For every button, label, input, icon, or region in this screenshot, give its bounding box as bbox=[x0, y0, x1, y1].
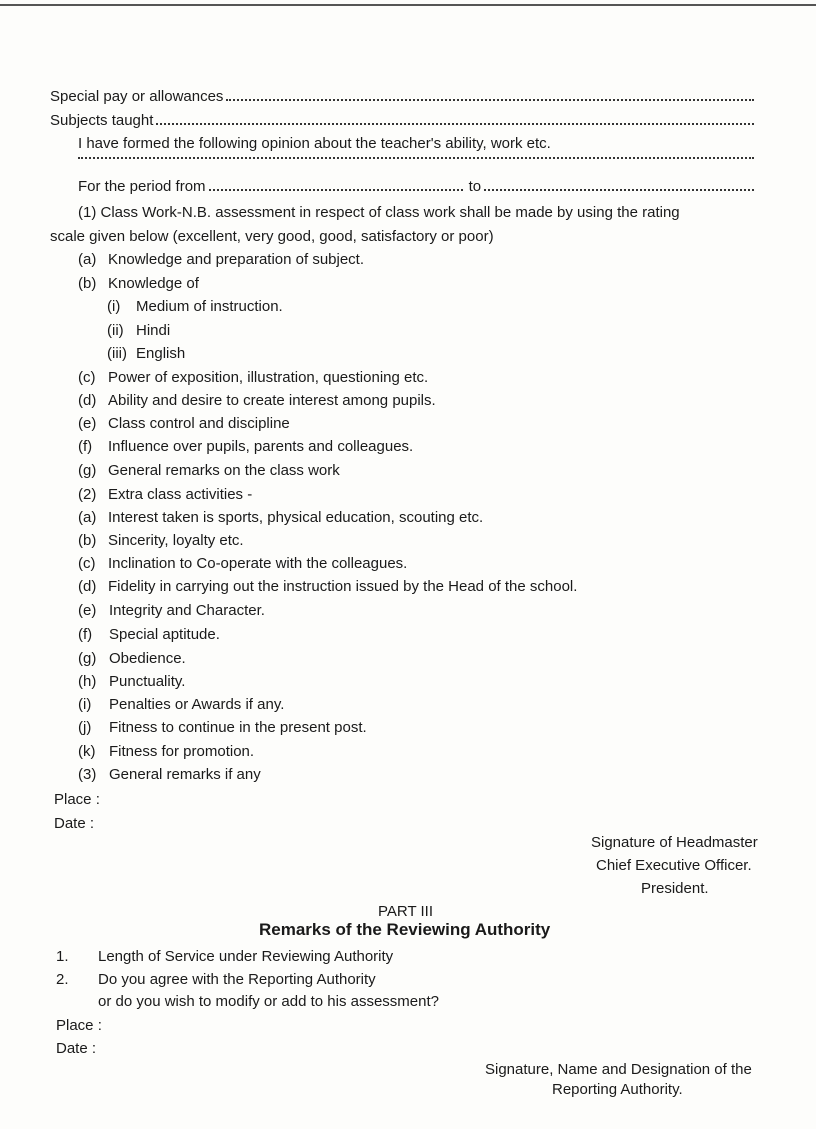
item-number: (d) bbox=[78, 392, 97, 409]
item-number: (b) bbox=[78, 275, 97, 292]
dotted-line bbox=[209, 188, 463, 191]
date-label: Date : bbox=[54, 815, 95, 832]
list-item bbox=[78, 626, 220, 644]
item-text: Fitness for promotion. bbox=[109, 743, 255, 760]
item-text: General remarks if any bbox=[109, 766, 261, 783]
list-item bbox=[78, 369, 428, 387]
item-number: (b) bbox=[78, 532, 97, 549]
item-text: Integrity and Character. bbox=[109, 602, 265, 619]
item-text: Special aptitude. bbox=[109, 626, 220, 643]
list-item bbox=[78, 438, 413, 456]
place-label: Place : bbox=[54, 791, 100, 808]
list-item bbox=[78, 578, 577, 596]
item-text: Influence over pupils, parents and colleagues. bbox=[108, 438, 414, 455]
list-item bbox=[78, 673, 185, 691]
item-number: (ii) bbox=[107, 322, 124, 339]
date-label: Date : bbox=[56, 1040, 97, 1057]
list-item bbox=[107, 298, 283, 316]
subjects-taught-label: Subjects taught bbox=[50, 112, 154, 129]
signature-headmaster: Signature of Headmaster bbox=[591, 834, 758, 851]
item-number: (a) bbox=[78, 509, 97, 526]
dotted-line bbox=[78, 156, 754, 159]
special-pay-label: Special pay or allowances bbox=[50, 88, 224, 105]
signature-president: President. bbox=[641, 880, 709, 897]
item-text: Hindi bbox=[136, 322, 171, 339]
list-item bbox=[78, 251, 364, 269]
dotted-line bbox=[484, 188, 754, 191]
list-item bbox=[78, 415, 290, 433]
item-text: General remarks on the class work bbox=[108, 462, 340, 479]
item-number: (a) bbox=[78, 251, 97, 268]
period-to-label: to bbox=[468, 178, 482, 195]
item-number: (g) bbox=[78, 462, 97, 479]
item-number: (e) bbox=[78, 415, 97, 432]
item-number: (iii) bbox=[107, 345, 127, 362]
item-text: Knowledge of bbox=[108, 275, 199, 292]
signature-reporting-line2: Reporting Authority. bbox=[552, 1081, 683, 1098]
item-number: (c) bbox=[78, 369, 96, 386]
list-item bbox=[56, 971, 376, 989]
section1-line2: scale given below (excellent, very good, good, satisfactory or poor) bbox=[50, 228, 494, 245]
list-item bbox=[78, 392, 436, 410]
item-text: Do you agree with the Reporting Authority bbox=[98, 971, 376, 988]
item-text: Fitness to continue in the present post. bbox=[109, 719, 367, 736]
item-number: (3) bbox=[78, 766, 97, 783]
list-item bbox=[78, 650, 186, 668]
period-from-label: For the period from bbox=[78, 178, 206, 195]
signature-reporting-line1: Signature, Name and Designation of the bbox=[485, 1061, 752, 1078]
item-number: 2. bbox=[56, 971, 69, 988]
item-number: (g) bbox=[78, 650, 97, 667]
list-item bbox=[78, 719, 367, 737]
item-number: (k) bbox=[78, 743, 96, 760]
item-text: Ability and desire to create interest among pupils. bbox=[108, 392, 436, 409]
period-field bbox=[78, 178, 756, 196]
list-item bbox=[107, 345, 185, 363]
item-text: Sincerity, loyalty etc. bbox=[108, 532, 244, 549]
signature-ceo: Chief Executive Officer. bbox=[596, 857, 752, 874]
dotted-line bbox=[156, 122, 754, 125]
list-item bbox=[56, 948, 393, 966]
place-label: Place : bbox=[56, 1017, 102, 1034]
item-number: (d) bbox=[78, 578, 97, 595]
item-number: (j) bbox=[78, 719, 92, 736]
list-item bbox=[78, 766, 261, 784]
item-number: (e) bbox=[78, 602, 97, 619]
item-text: Medium of instruction. bbox=[136, 298, 283, 315]
item-text: Obedience. bbox=[109, 650, 186, 667]
subjects-taught-field bbox=[50, 112, 756, 130]
section1-line1: (1) Class Work-N.B. assessment in respect of class work shall be made by using the rating bbox=[78, 204, 680, 221]
list-item bbox=[78, 275, 199, 293]
list-item bbox=[78, 509, 483, 527]
list-item bbox=[78, 555, 407, 573]
item-text: Punctuality. bbox=[109, 673, 186, 690]
item-text: Knowledge and preparation of subject. bbox=[108, 251, 365, 268]
item-number: (i) bbox=[107, 298, 121, 315]
item-number: (f) bbox=[78, 438, 93, 455]
dotted-line bbox=[226, 98, 754, 101]
list-item bbox=[78, 486, 252, 504]
item-text: Length of Service under Reviewing Authority bbox=[98, 948, 394, 965]
opinion-text: I have formed the following opinion about the teacher's ability, work etc. bbox=[78, 135, 551, 152]
opinion-field bbox=[78, 156, 756, 163]
list-item bbox=[78, 696, 284, 714]
list-item bbox=[78, 532, 244, 550]
item-number: (2) bbox=[78, 486, 97, 503]
item-text: Class control and discipline bbox=[108, 415, 290, 432]
special-pay-field bbox=[50, 88, 756, 106]
part-label: PART III bbox=[378, 903, 434, 920]
item-text: Extra class activities - bbox=[108, 486, 253, 503]
item-continuation: or do you wish to modify or add to his assessment? bbox=[98, 993, 440, 1010]
list-item bbox=[107, 322, 170, 340]
item-text: Interest taken is sports, physical education, scouting etc. bbox=[108, 509, 484, 526]
top-edge-line bbox=[0, 4, 816, 6]
item-text: Penalties or Awards if any. bbox=[109, 696, 285, 713]
list-item bbox=[78, 462, 340, 480]
list-item bbox=[78, 743, 254, 761]
item-text: Power of exposition, illustration, questioning etc. bbox=[108, 369, 429, 386]
part-title: Remarks of the Reviewing Authority bbox=[259, 920, 551, 939]
item-number: (h) bbox=[78, 673, 97, 690]
item-text: Inclination to Co-operate with the colleagues. bbox=[108, 555, 408, 572]
item-text: English bbox=[136, 345, 186, 362]
item-number: (c) bbox=[78, 555, 96, 572]
item-number: (i) bbox=[78, 696, 92, 713]
item-text: Fidelity in carrying out the instruction issued by the Head of the school. bbox=[108, 578, 578, 595]
list-item bbox=[78, 602, 265, 620]
item-number: 1. bbox=[56, 948, 69, 965]
item-number: (f) bbox=[78, 626, 93, 643]
